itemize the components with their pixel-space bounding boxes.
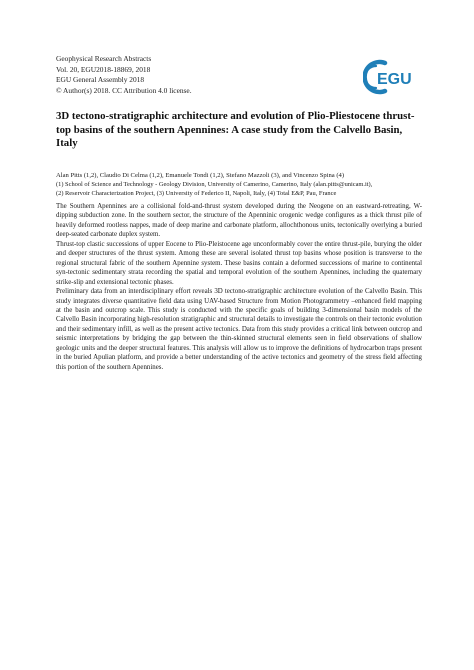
affiliation-line: (2) Reservoir Characterization Project, (3) University of Federico II, Napoli, Italy, (4) Total E&P, Pau, France [56,190,337,198]
journal-name: Geophysical Research Abstracts [56,54,152,63]
license-line: © Author(s) 2018. CC Attribution 4.0 license. [56,85,192,95]
affiliation-line: (1) School of Science and Technology - Geology Division, University of Camerino, Camerino, Italy (alan.pitts@unicam.it), [56,181,373,188]
author-list: Alan Pitts (1,2), Claudio Di Celma (1,2), Emanuele Tondi (1,2), Stefano Mazzoli (3), and Vincenzo Spina (4) [56,172,345,179]
assembly-line: EGU General Assembly 2018 [56,75,145,85]
journal-header [56,54,192,96]
abstract-paragraph: The Southern Apennines are a collisional fold-and-thrust system developed during the Neogene on an eastward-retreating, W-dipping subduction zone. In the southern sector, the structure of the Apenninic orogenic wedge configures as a thick thrust pile of heavily deformed rootless nappes, made of deep marine and carbonate platform, allochthonous units, tectonically overlying a buried deep-seated carbonate duplex system. [56,203,422,239]
paper-title: 3D tectono-stratigraphic architecture and evolution of Plio-Pliestocene thrust-top basins of the southern Apennines: A case study from the Calvello Basin, Italy [56,110,415,150]
abstract-body [56,202,422,372]
abstract-paragraph: Preliminary data from an interdisciplinary effort reveals 3D tectono-stratigraphic architecture evolution of the Calvello Basin. This study integrates diverse quantitative field data using UAV-based Structure from Motion Photogrammetry –enhanced field mapping at the basin and outcrop scale. This study is conducted with the specific goals of building 3-dimensional basin models of the Calvello Basin incorporating high-resolution stratigraphic and structural details to investigate the controls on their tectonic evolution and their sedimentary infill, as well as the present active tectonics. Data from this study provides a critical link between outcrop and seismic interpretations by bridging the gap between the thin-skinned structural elements seen in field observations of shallow geologic units and the deeper structural features. This analysis will allow us to improve the definitions of hydrocarbon traps present in the buried Apulian platform, and provide a better understanding of the active tectonics and geometry of the stress field affecting this portion of the southern Apennines. [56,288,422,371]
egu-logo-text: EGU [377,71,412,88]
abstract-paragraph: Thrust-top clastic successions of upper Eocene to Plio-Pleistocene age unconformably cover the entire thrust-pile, burying the older and deeper structures of the thrust system. Among these are several isolated thrust top basins whose position is transverse to the regional structural fabric of the southern Apennine system. These basins contain a deformed successions of marine to continental syn-tectonic sedimentary strata recording the spatial and temporal evolution of the southern Apennines, including the quaternary strike-slip and extensional tectonic phases. [56,240,422,286]
volume-line: Vol. 20, EGU2018-18869, 2018 [56,64,151,74]
egu-logo [363,57,425,97]
affiliations [56,180,428,198]
